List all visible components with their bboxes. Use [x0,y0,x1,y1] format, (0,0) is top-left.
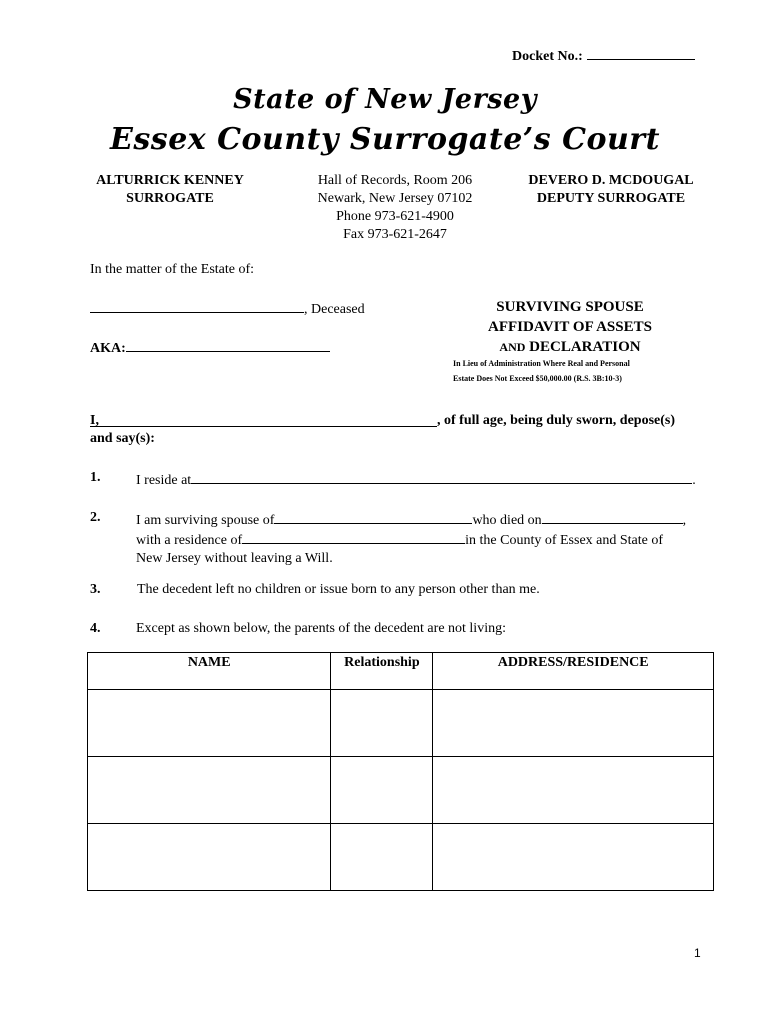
docket-label: Docket No.: [512,49,583,64]
oath-line2: and say(s): [90,431,155,446]
table-row [88,757,714,824]
surrogate-block [90,172,250,208]
name-cell[interactable] [88,690,331,757]
oath-prefix: I, [90,413,99,428]
date-of-death-field[interactable] [542,510,683,524]
item-3-number: 3. [90,582,101,597]
decedent-name-field[interactable] [274,510,472,524]
deceased-line [90,299,365,318]
column-header-address: ADDRESS/RESIDENCE [433,653,714,690]
aka-label: AKA: [90,341,126,356]
deputy-title: DEPUTY SURROGATE [536,191,686,206]
docket-number-field[interactable] [587,47,695,60]
docket-number [512,47,695,65]
column-header-relationship: Relationship [331,653,433,690]
affidavit-and: AND [499,340,526,354]
residence-field[interactable] [191,470,692,484]
page-number: 1 [694,946,701,960]
phone-line: Phone 973-621-4900 [336,209,454,224]
surrogate-title: SURROGATE [126,191,214,206]
table-row [88,824,714,891]
surrogate-name: ALTURRICK KENNEY [96,173,244,188]
relationship-cell[interactable] [331,757,433,824]
died-on-label: who died on [472,513,542,528]
name-cell[interactable] [88,757,331,824]
city-line: Newark, New Jersey 07102 [317,191,473,206]
aka-line [90,338,330,357]
address-cell[interactable] [433,824,714,891]
item-2-text [136,510,686,568]
statute-note-line1: In Lieu of Administration Where Real and Personal [453,359,630,368]
address-cell[interactable] [433,757,714,824]
item-2-line3: New Jersey without leaving a Will. [136,551,333,566]
item-4-number: 4. [90,621,101,636]
affidavit-line2: AFFIDAVIT OF ASSETS [488,319,652,335]
relationship-cell[interactable] [331,690,433,757]
column-header-name: NAME [88,653,331,690]
address-cell[interactable] [433,690,714,757]
aka-field[interactable] [126,338,330,352]
court-state-title: State of New Jersey [233,84,537,115]
affidavit-line1: SURVIVING SPOUSE [496,299,644,315]
name-cell[interactable] [88,824,331,891]
residence-of-label: with a residence of [136,533,243,548]
matter-intro: In the matter of the Estate of: [90,262,255,277]
item-1-text [136,470,696,489]
table-header-row [88,653,714,690]
court-name-title: Essex County Surrogate’s Court [110,122,660,157]
item-4-text: Except as shown below, the parents of the decedent are not living: [136,621,506,636]
item-2-number: 2. [90,510,101,525]
table-row [88,690,714,757]
court-address-block [300,172,490,244]
affidavit-declaration: DECLARATION [529,339,641,355]
deputy-name: DEVERO D. MCDOUGAL [528,173,694,188]
affidavit-title [455,297,685,357]
affiant-name-field[interactable] [90,413,437,427]
item-1-number: 1. [90,470,101,485]
reside-label: I reside at [136,473,192,488]
deceased-label: , Deceased [304,302,365,317]
deceased-name-field[interactable] [90,299,304,313]
item-1-period: . [692,473,696,488]
oath-line [90,413,675,429]
item-3-text: The decedent left no children or issue born to any person other than me. [137,582,540,597]
relationship-cell[interactable] [331,824,433,891]
spouse-label: I am surviving spouse of [136,513,275,528]
affidavit-line3 [455,337,685,357]
decedent-residence-field[interactable] [242,530,465,544]
statute-note [453,356,693,386]
statute-note-line2: Estate Does Not Exceed $50,000.00 (R.S. 3B:10-3) [453,374,622,383]
item-2-comma: , [682,513,687,528]
county-label: in the County of Essex and State of [465,533,664,548]
fax-line: Fax 973-621-2647 [343,227,447,242]
deputy-surrogate-block [515,172,707,208]
oath-suffix: , of full age, being duly sworn, depose(s) [437,413,676,428]
address-line: Hall of Records, Room 206 [317,173,473,188]
parents-table [87,652,714,891]
